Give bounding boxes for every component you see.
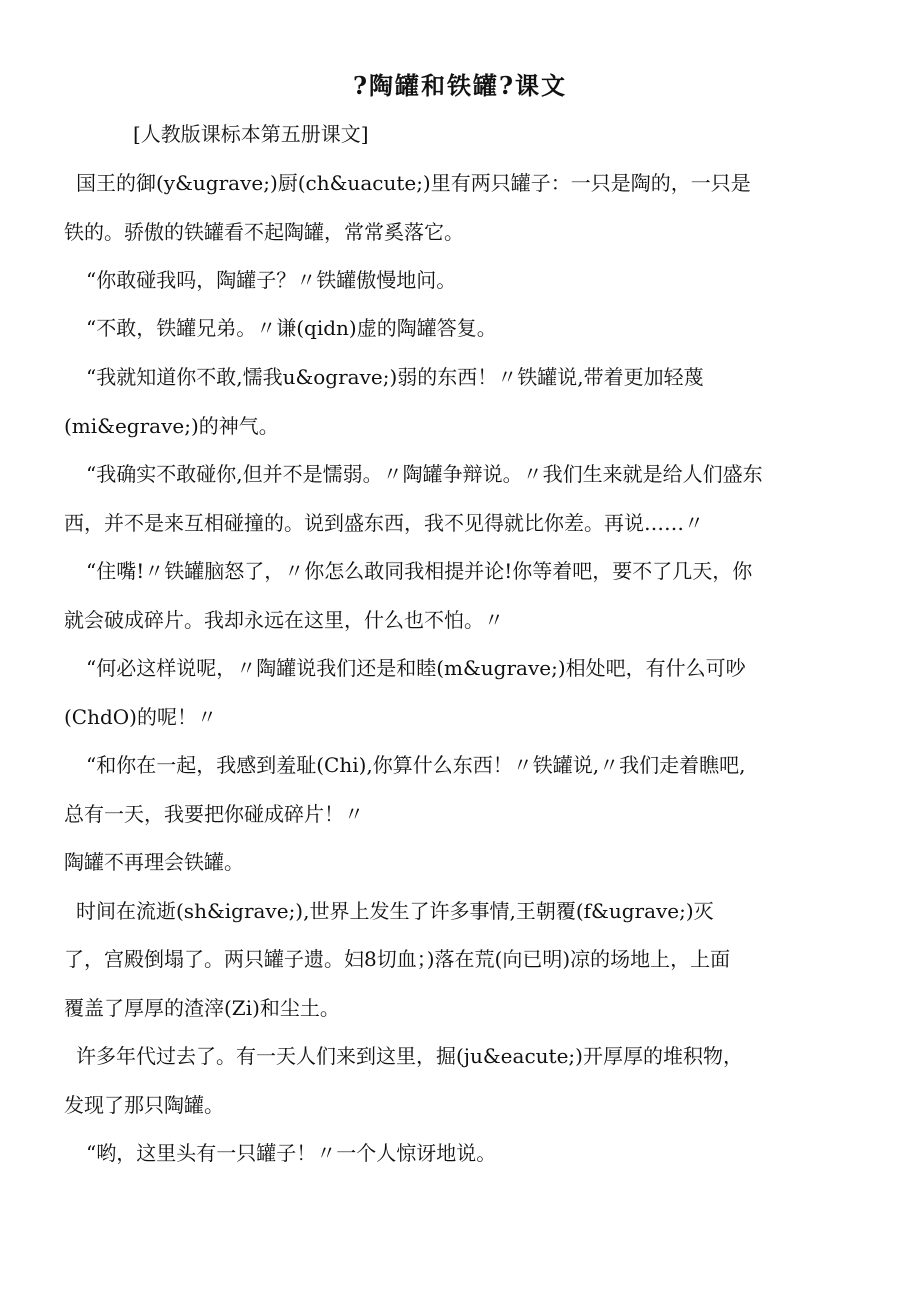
text-line: “不敢，铁罐兄弟。〃谦(qidn)虚的陶罐答复。 bbox=[86, 316, 497, 340]
text-line: “我确实不敢碰你,但并不是懦弱。〃陶罐争辩说。〃我们生来就是给人们盛东 bbox=[86, 462, 763, 486]
text-line: “何必这样说呢，〃陶罐说我们还是和睦(m&ugrave;)相处吧，有什么可吵 bbox=[86, 656, 746, 680]
text-line: 覆盖了厚厚的渣滓(Zi)和尘土。 bbox=[64, 996, 340, 1020]
text-line: 西，并不是来互相碰撞的。说到盛东西，我不见得就比你差。再说……〃 bbox=[64, 511, 704, 535]
text-line: “我就知道你不敢,懦我u&ograve;)弱的东西！〃铁罐说,带着更加轻蔑 bbox=[86, 365, 704, 389]
text-line: “你敢碰我吗，陶罐子？〃铁罐傲慢地问。 bbox=[86, 268, 457, 292]
document-subtitle: [人教版课标本第五册课文] bbox=[133, 122, 369, 146]
text-line: 就会破成碎片。我却永远在这里，什么也不怕。〃 bbox=[64, 608, 504, 632]
text-line: 总有一天，我要把你碰成碎片！〃 bbox=[64, 802, 364, 826]
text-line: “哟，这里头有一只罐子！〃一个人惊讶地说。 bbox=[86, 1141, 497, 1165]
document-title: ?陶罐和铁罐?课文 bbox=[352, 71, 568, 100]
text-line: 陶罐不再理会铁罐。 bbox=[64, 850, 244, 874]
text-line: (mi&egrave;)的神气。 bbox=[64, 414, 279, 438]
text-line: 许多年代过去了。有一天人们来到这里，掘(ju&eacute;)开厚厚的堆积物， bbox=[76, 1044, 743, 1068]
text-line: 时间在流逝(sh&igrave;),世界上发生了许多事情,王朝覆(f&ugrave;)灭 bbox=[76, 899, 714, 923]
text-line: 铁的。骄傲的铁罐看不起陶罐，常常奚落它。 bbox=[64, 220, 464, 244]
text-line: “和你在一起，我感到羞耻(Chi),你算什么东西！〃铁罐说,〃我们走着瞧吧, bbox=[86, 753, 746, 777]
text-line: 国王的御(y&ugrave;)厨(ch&uacute;)里有两只罐子：一只是陶的，一只是 bbox=[76, 171, 751, 195]
text-line: (ChdO)的呢！〃 bbox=[64, 705, 217, 729]
text-line: 发现了那只陶罐。 bbox=[64, 1093, 224, 1117]
text-line: 了，宫殿倒塌了。两只罐子遗。妇8切血；)落在荒(向已明)凉的场地上，上面 bbox=[64, 947, 731, 971]
text-line: “住嘴!〃铁罐脑怒了，〃你怎么敢同我相提并论!你等着吧，要不了几天，你 bbox=[86, 559, 753, 583]
